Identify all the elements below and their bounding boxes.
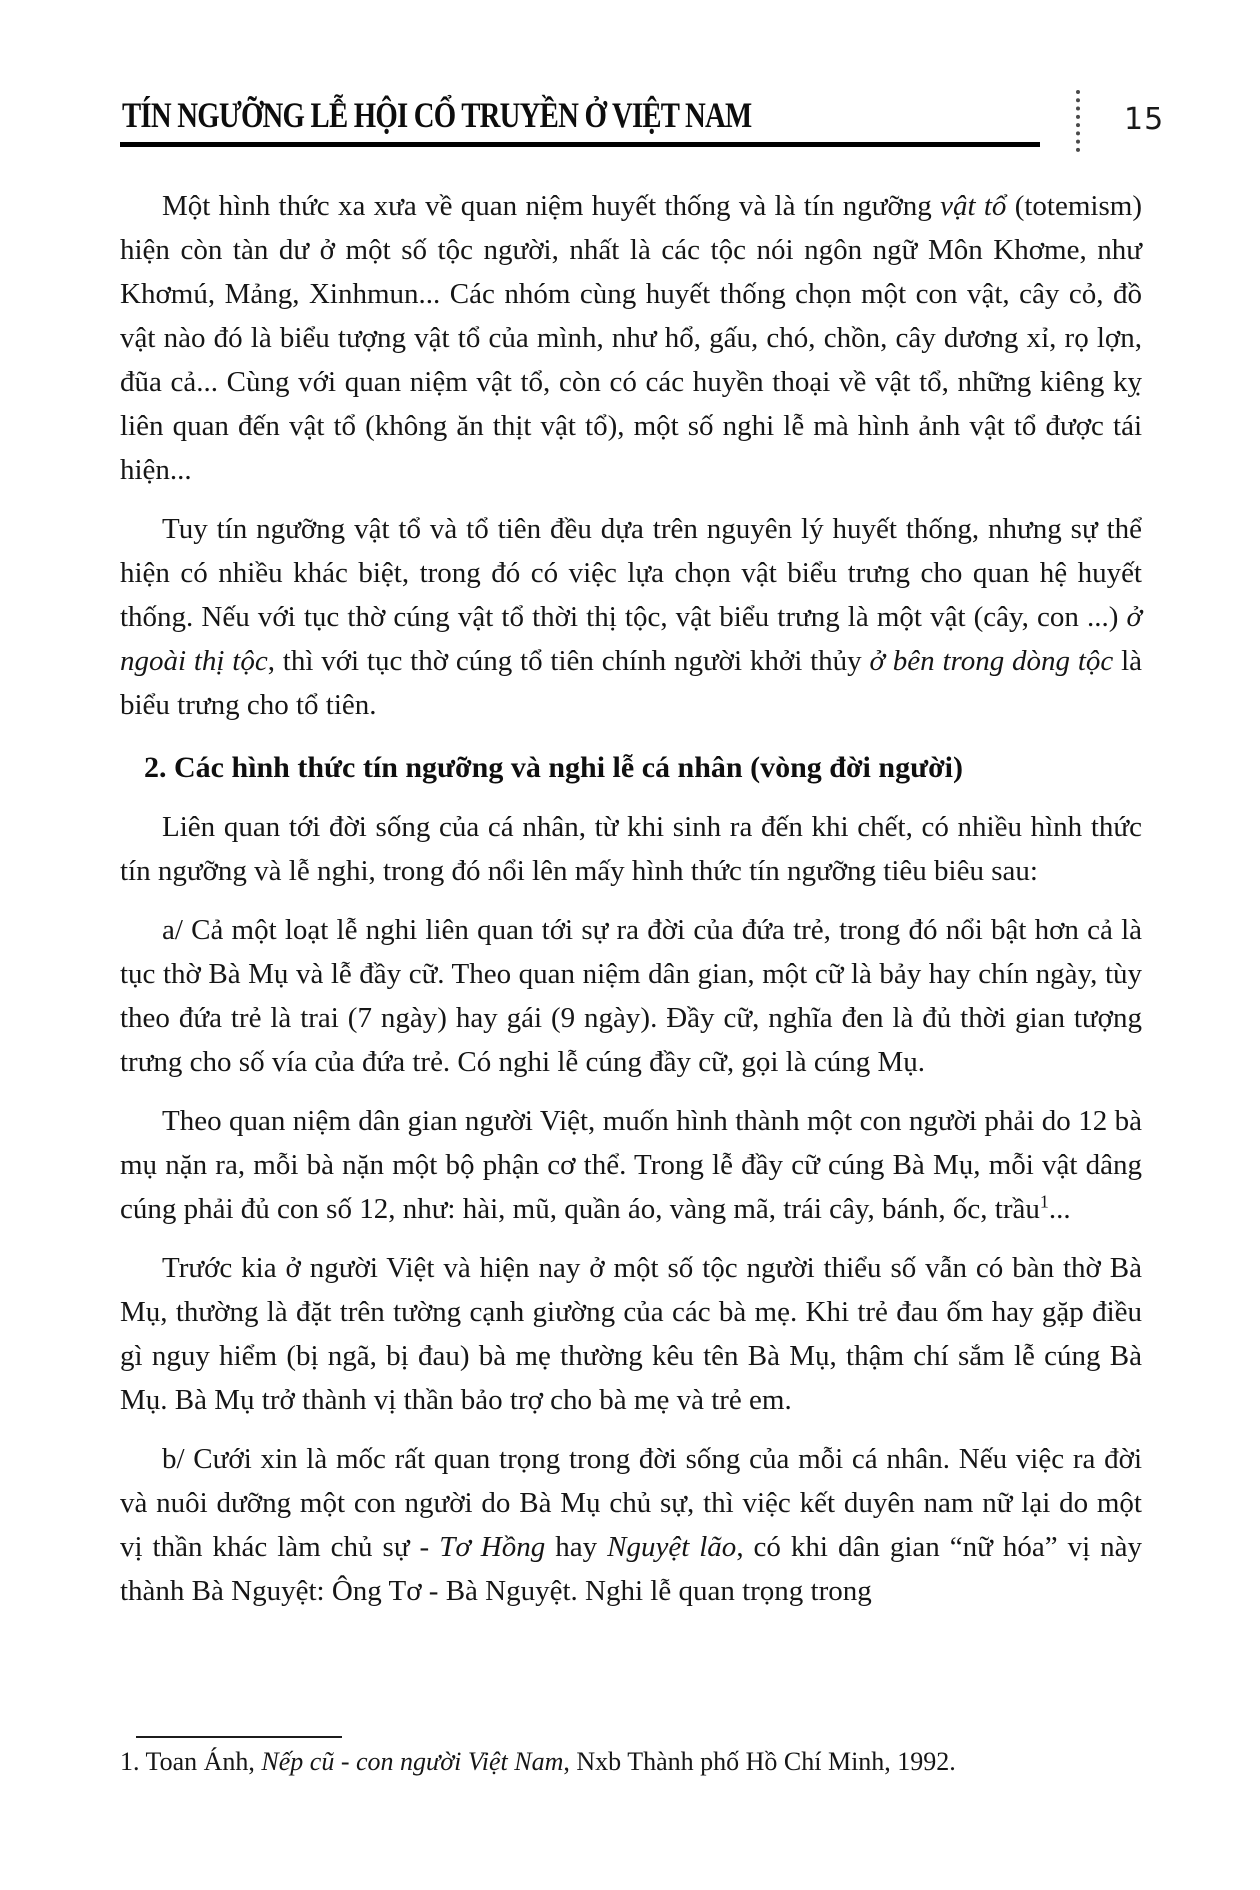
footnote-text xyxy=(120,1745,1142,1779)
text-run-italic: Nếp cũ - con người Việt Nam xyxy=(261,1747,564,1776)
paragraph-birth-rituals xyxy=(120,908,1142,1084)
text-run-italic: ở ngoài thị tộc xyxy=(120,601,1142,677)
text-run: , Nxb Thành phố Hồ Chí Minh, 1992. xyxy=(563,1747,956,1776)
text-run: hay xyxy=(545,1531,608,1563)
section-heading: 2. Các hình thức tín ngưỡng và nghi lễ cá nhân (vòng đời người) xyxy=(144,751,964,784)
paragraph-life-cycle-intro xyxy=(120,805,1142,893)
text-run-italic: ở bên trong dòng tộc xyxy=(869,645,1114,677)
text-run: Một hình thức xa xưa về quan niệm huyết thống và là tín ngưỡng xyxy=(162,190,941,222)
text-run-italic: Nguyệt lão xyxy=(607,1531,737,1563)
text-run: Liên quan tới đời sống của cá nhân, từ khi sinh ra đến khi chết, có nhiều hình thức tín ngưỡng và lễ nghi, trong đó nổi lên mấy hình thức tín ngưỡng tiêu biêu sau: xyxy=(120,811,1142,887)
paragraph-twelve-midwives xyxy=(120,1099,1142,1231)
text-run: a/ Cả một loạt lễ nghi liên quan tới sự ra đời của đứa trẻ, trong đó nổi bật hơn cả là tục thờ Bà Mụ và lễ đầy cữ. Theo quan niệm dân gian, một cữ là bảy hay chín ngày, tùy theo đứa trẻ là trai (7 ngày) hay gái (9 ngày). Đầy cữ, nghĩa đen là đủ thời gian tượng trưng cho số vía của đứa trẻ. Có nghi lễ cúng đầy cữ, gọi là cúng Mụ. xyxy=(120,914,1142,1078)
text-run: (totemism) hiện còn tàn dư ở một số tộc người, nhất là các tộc nói ngôn ngữ Môn Khơme, như Khơmú, Mảng, Xinhmun... Các nhóm cùng huyết thống chọn một con vật, cây cỏ, đồ vật nào đó là biểu tượng vật tổ của mình, như hổ, gấu, chó, chồn, cây dương xỉ, rọ lợn, đũa cả... Cùng với quan niệm vật tổ, còn có các huyền thoại về vật tổ, những kiêng kỵ liên quan đến vật tổ (không ăn thịt vật tổ), một số nghi lễ mà hình ảnh vật tổ được tái hiện... xyxy=(120,190,1142,486)
footnote-marker: 1 xyxy=(1039,1191,1049,1212)
text-run: 1. Toan Ánh, xyxy=(120,1747,262,1776)
header-rule xyxy=(120,142,1040,147)
text-run: Tuy tín ngưỡng vật tổ và tổ tiên đều dựa trên nguyên lý huyết thống, nhưng sự thể hiện có nhiều khác biệt, trong đó có việc lựa chọn vật biểu trưng cho quan hệ huyết thống. Nếu với tục thờ cúng vật tổ thời thị tộc, vật biểu trưng là một vật (cây, con ...) xyxy=(120,513,1142,633)
text-run: là biểu trưng cho tổ tiên. xyxy=(120,645,1143,721)
running-header-title: TÍN NGƯỠNG LỄ HỘI CỔ TRUYỀN Ở VIỆT NAM xyxy=(122,95,752,135)
text-run: , có khi dân gian “nữ hóa” vị này thành Bà Nguyệt: Ông Tơ - Bà Nguyệt. Nghi lễ quan trọng trong xyxy=(120,1531,1142,1607)
running-header xyxy=(120,86,1165,162)
footnote xyxy=(120,1736,1142,1779)
text-run: ... xyxy=(1048,1193,1071,1225)
body-text xyxy=(120,184,1142,1613)
paragraph-wedding xyxy=(120,1437,1142,1613)
footnote-rule xyxy=(136,1736,342,1738)
text-run-italic: Tơ Hồng xyxy=(439,1531,546,1563)
page-number: 15 xyxy=(1124,102,1165,137)
paragraph-totem-intro xyxy=(120,184,1142,492)
text-run: Theo quan niệm dân gian người Việt, muốn hình thành một con người phải do 12 bà mụ nặn ra, mỗi bà nặn một bộ phận cơ thể. Trong lễ đầy cữ cúng Bà Mụ, mỗi vật dâng cúng phải đủ con số 12, như: hài, mũ, quần áo, vàng mã, trái cây, bánh, ốc, trầu xyxy=(120,1105,1142,1225)
paragraph-ba-mu-altar xyxy=(120,1246,1142,1422)
text-run: , thì với tục thờ cúng tổ tiên chính người khởi thủy xyxy=(267,645,870,677)
text-run: Trước kia ở người Việt và hiện nay ở một số tộc người thiểu số vẫn có bàn thờ Bà Mụ, thường là đặt trên tường cạnh giường của các bà mẹ. Khi trẻ đau ốm hay gặp điều gì nguy hiểm (bị ngã, bị đau) bà mẹ thường kêu tên Bà Mụ, thậm chí sắm lễ cúng Bà Mụ. Bà Mụ trở thành vị thần bảo trợ cho bà mẹ và trẻ em. xyxy=(120,1252,1142,1416)
header-dotted-divider xyxy=(1076,90,1080,152)
text-run: b/ Cưới xin là mốc rất quan trọng trong đời sống của mỗi cá nhân. Nếu việc ra đời và nuôi dưỡng một con người do Bà Mụ chủ sự, thì việc kết duyên nam nữ lại do một vị thần khác làm chủ sự - xyxy=(120,1443,1142,1563)
paragraph-totem-vs-ancestor xyxy=(120,507,1142,727)
text-run-italic: vật tổ xyxy=(940,190,1007,222)
